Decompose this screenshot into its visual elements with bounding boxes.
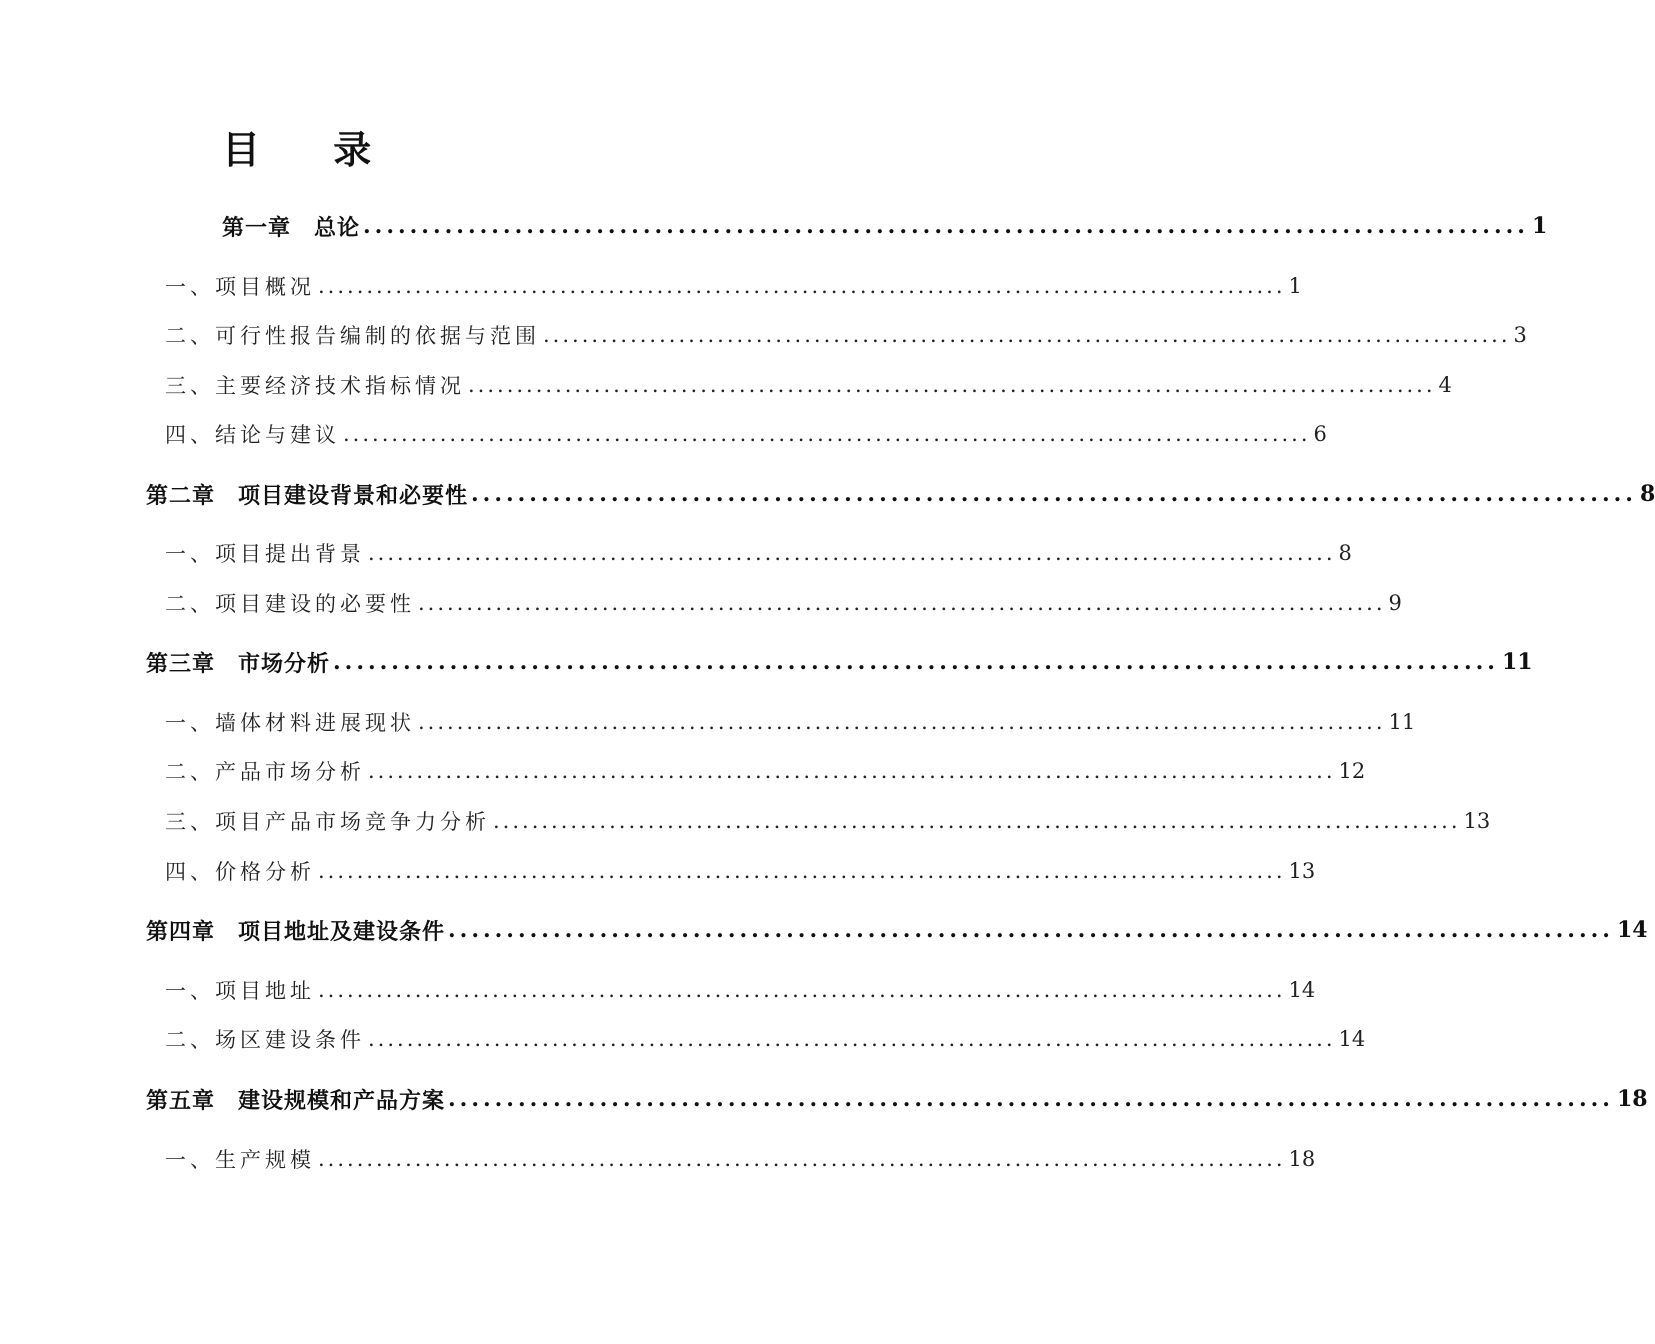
toc-entry-page: 13 — [1288, 859, 1316, 883]
toc-entry-page: 8 — [1338, 541, 1352, 565]
toc-entry-page: 14 — [1338, 1027, 1366, 1051]
toc-entry-chapter[interactable] — [146, 1079, 1648, 1119]
toc-entry-section[interactable] — [165, 266, 1302, 306]
toc-entry-section[interactable] — [165, 533, 1352, 573]
toc-entry-label: 一、项目提出背景 — [165, 542, 365, 566]
toc-entry-section[interactable] — [165, 970, 1316, 1010]
toc-entry-page: 6 — [1313, 422, 1327, 446]
toc-entry-page: 12 — [1338, 759, 1366, 783]
toc-entry-label: 二、场区建设条件 — [165, 1028, 365, 1052]
toc-entry-page: 11 — [1388, 710, 1416, 734]
toc-leader-dots: .................................................................................................... — [418, 591, 1386, 615]
toc-leader-dots: .................................................................................................... — [418, 710, 1386, 734]
toc-leader-dots: .................................................................................................... — [318, 978, 1286, 1002]
toc-title: 目 录 — [222, 127, 402, 172]
toc-leader-dots: .................................................................................................... — [368, 541, 1336, 565]
toc-leader-dots: .................................................................................................... — [333, 649, 1499, 675]
toc-entry-page: 18 — [1288, 1147, 1316, 1171]
toc-entry-section[interactable] — [165, 751, 1366, 791]
toc-entry-chapter[interactable] — [146, 474, 1655, 514]
toc-leader-dots: .................................................................................................... — [448, 1086, 1614, 1112]
toc-entry-page: 1 — [1288, 274, 1302, 298]
toc-leader-dots: .................................................................................................... — [448, 917, 1614, 943]
toc-entry-section[interactable] — [165, 1139, 1316, 1179]
toc-entry-label: 二、可行性报告编制的依据与范围 — [165, 324, 540, 348]
toc-entry-label: 第二章 项目建设背景和必要性 — [146, 482, 469, 509]
toc-entry-section[interactable] — [165, 702, 1416, 742]
toc-entry-page: 3 — [1513, 323, 1527, 347]
toc-entry-chapter[interactable] — [146, 910, 1648, 950]
toc-entry-label: 三、项目产品市场竞争力分析 — [165, 810, 490, 834]
toc-entry-label: 第四章 项目地址及建设条件 — [146, 918, 446, 945]
toc-entry-label: 第三章 市场分析 — [146, 650, 331, 677]
toc-entry-label: 三、主要经济技术指标情况 — [165, 374, 465, 398]
toc-leader-dots: .................................................................................................... — [318, 859, 1286, 883]
toc-entry-page: 13 — [1463, 809, 1491, 833]
toc-entry-label: 一、墙体材料进展现状 — [165, 711, 415, 735]
toc-entry-section[interactable] — [165, 583, 1402, 623]
toc-entry-label: 二、项目建设的必要性 — [165, 592, 415, 616]
toc-leader-dots: .................................................................................................... — [543, 323, 1511, 347]
toc-entry-page: 9 — [1388, 591, 1402, 615]
toc-entry-label: 一、生产规模 — [165, 1148, 315, 1172]
toc-leader-dots: .................................................................................................... — [318, 274, 1286, 298]
toc-leader-dots: .................................................................................................... — [471, 481, 1637, 507]
toc-entry-page: 4 — [1438, 373, 1452, 397]
toc-entry-label: 四、价格分析 — [165, 860, 315, 884]
toc-entry-page: 18 — [1616, 1086, 1648, 1112]
toc-entry-section[interactable] — [165, 414, 1327, 454]
toc-entry-label: 四、结论与建议 — [165, 423, 340, 447]
toc-entry-section[interactable] — [165, 851, 1316, 891]
toc-leader-dots: .................................................................................................... — [363, 213, 1529, 239]
toc-leader-dots: .................................................................................................... — [368, 759, 1336, 783]
toc-entry-chapter[interactable] — [222, 206, 1548, 246]
toc-entry-label: 二、产品市场分析 — [165, 760, 365, 784]
toc-leader-dots: .................................................................................................... — [368, 1027, 1336, 1051]
toc-entry-section[interactable] — [165, 801, 1491, 841]
toc-entry-page: 1 — [1531, 213, 1548, 239]
toc-leader-dots: .................................................................................................... — [318, 1147, 1286, 1171]
toc-leader-dots: .................................................................................................... — [343, 422, 1311, 446]
toc-entry-label: 第五章 建设规模和产品方案 — [146, 1087, 446, 1114]
toc-entry-page: 8 — [1639, 481, 1655, 507]
toc-leader-dots: .................................................................................................... — [468, 373, 1436, 397]
toc-entry-page: 14 — [1288, 978, 1316, 1002]
toc-entry-label: 第一章 总论 — [222, 214, 361, 241]
toc-entry-section[interactable] — [165, 1019, 1366, 1059]
toc-entry-label: 一、项目地址 — [165, 979, 315, 1003]
toc-entry-chapter[interactable] — [146, 642, 1533, 682]
toc-entry-page: 14 — [1616, 917, 1648, 943]
toc-leader-dots: .................................................................................................... — [493, 809, 1461, 833]
toc-entry-section[interactable] — [165, 365, 1452, 405]
toc-entry-section[interactable] — [165, 315, 1527, 355]
toc-entry-page: 11 — [1501, 649, 1533, 675]
toc-entry-label: 一、项目概况 — [165, 275, 315, 299]
